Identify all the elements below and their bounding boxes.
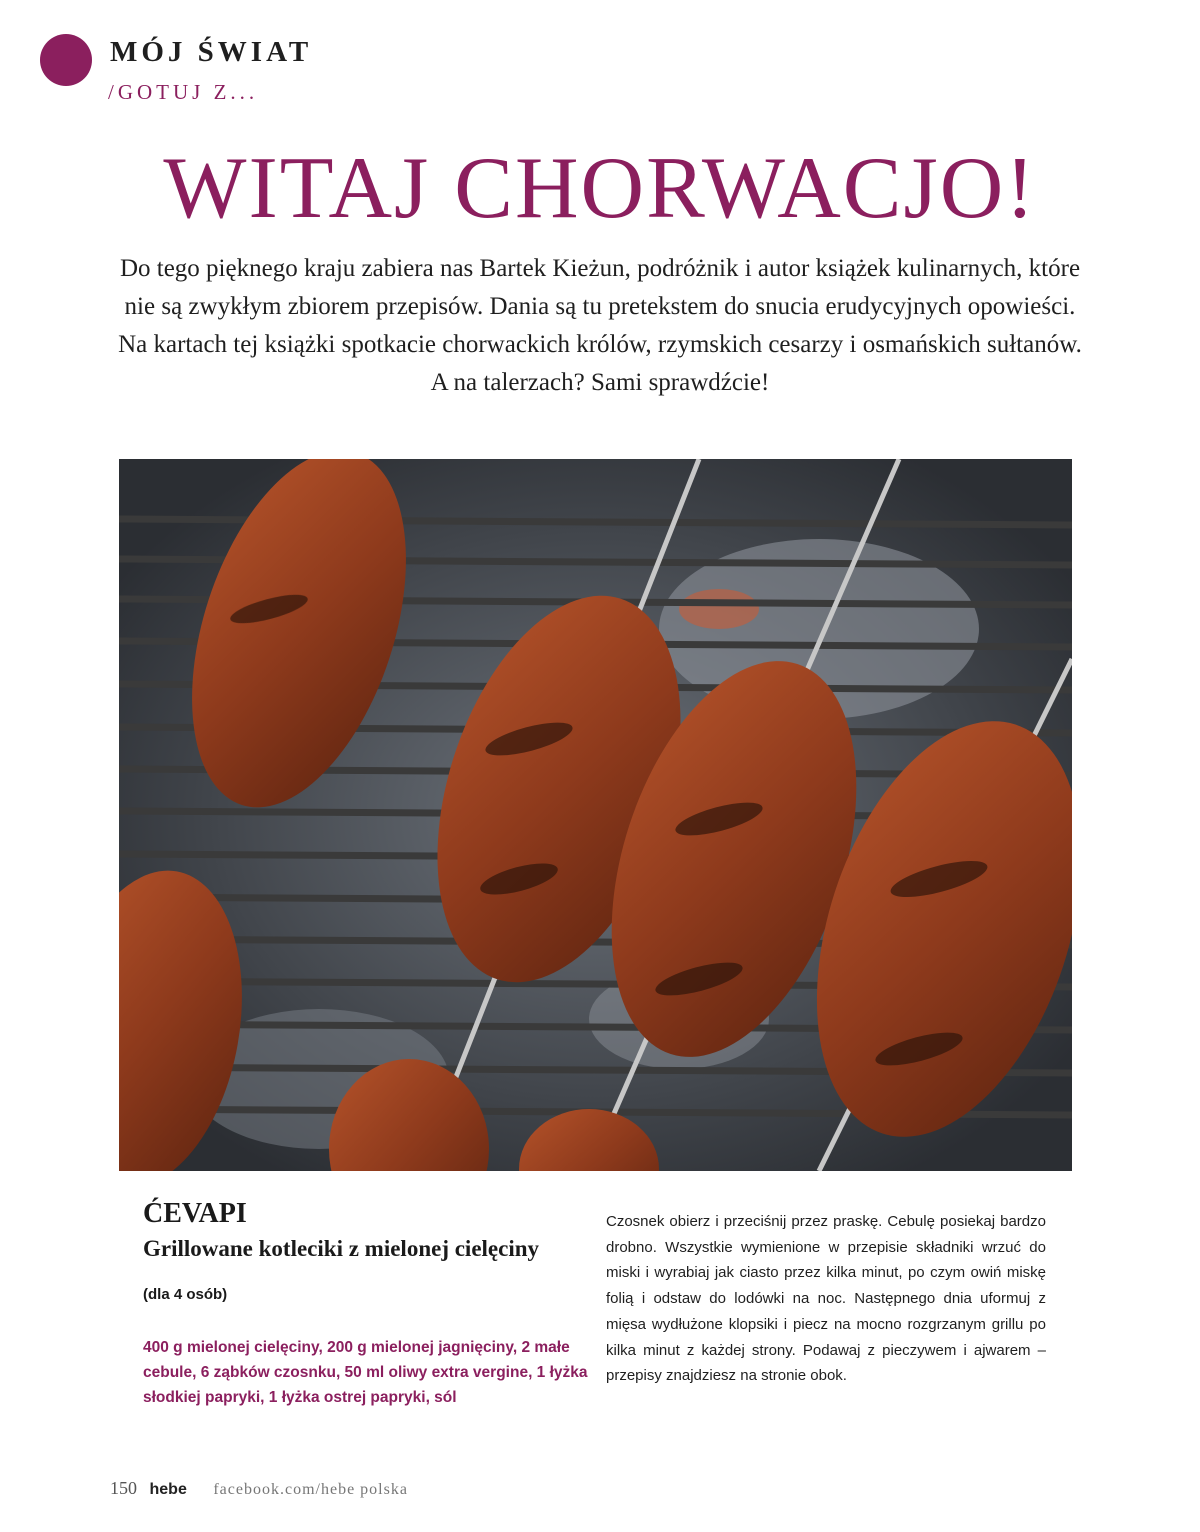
recipe-servings: (dla 4 osób)	[143, 1286, 228, 1303]
section-marker-circle	[40, 34, 92, 86]
recipe-name: ĆEVAPI	[143, 1198, 247, 1229]
magazine-logo: hebe	[149, 1481, 187, 1498]
intro-paragraph: Do tego pięknego kraju zabiera nas Bartek Kieżun, podróżnik i autor książek kulinarnych, które nie są zwykłym zbiorem przepisów. Dania są tu pretekstem do snucia erudycyjnych opowieści. Na kartach tej książki spotkacie chorwackich królów, rzymskich cesarzy i osmańskich sułtanów. A na talerzach? Sami sprawdźcie!	[118, 255, 1082, 396]
recipe-ingredients: 400 g mielonej cielęciny, 200 g mielonej jagnięciny, 2 małe cebule, 6 ząbków czosnku, 50 ml oliwy extra vergine, 1 łyżka słodkiej papryki, 1 łyżka ostrej papryki, sól	[143, 1339, 588, 1406]
page-number: 150	[110, 1478, 137, 1498]
facebook-link: facebook.com/hebe polska	[213, 1481, 408, 1498]
section-label: MÓJ ŚWIAT	[110, 36, 313, 68]
recipe-subtitle: Grillowane kotleciki z mielonej cielęciny	[143, 1236, 540, 1261]
subsection-label: /GOTUJ Z...	[108, 80, 259, 104]
recipe-method: Czosnek obierz i przeciśnij przez praskę. Cebulę posiekaj bardzo drobno. Wszystkie wymienione w przepisie składniki wrzuć do miski i wyrabiaj jak ciasto przez kilka minut, po czym owiń miskę folią i odstaw do lodówki na noc. Następnego dnia uformuj z mięsa wydłużone klopsiki i piecz na mocno rozgrzanym grillu po kilka minut z każdej strony. Podawaj z pieczywem i ajwarem – przepisy znajdziesz na stronie obok.	[606, 1213, 1046, 1385]
page-title: WITAJ CHORWACJO!	[163, 140, 1037, 237]
cevapi-grill-photo	[119, 459, 1072, 1171]
page-footer	[110, 1478, 408, 1499]
